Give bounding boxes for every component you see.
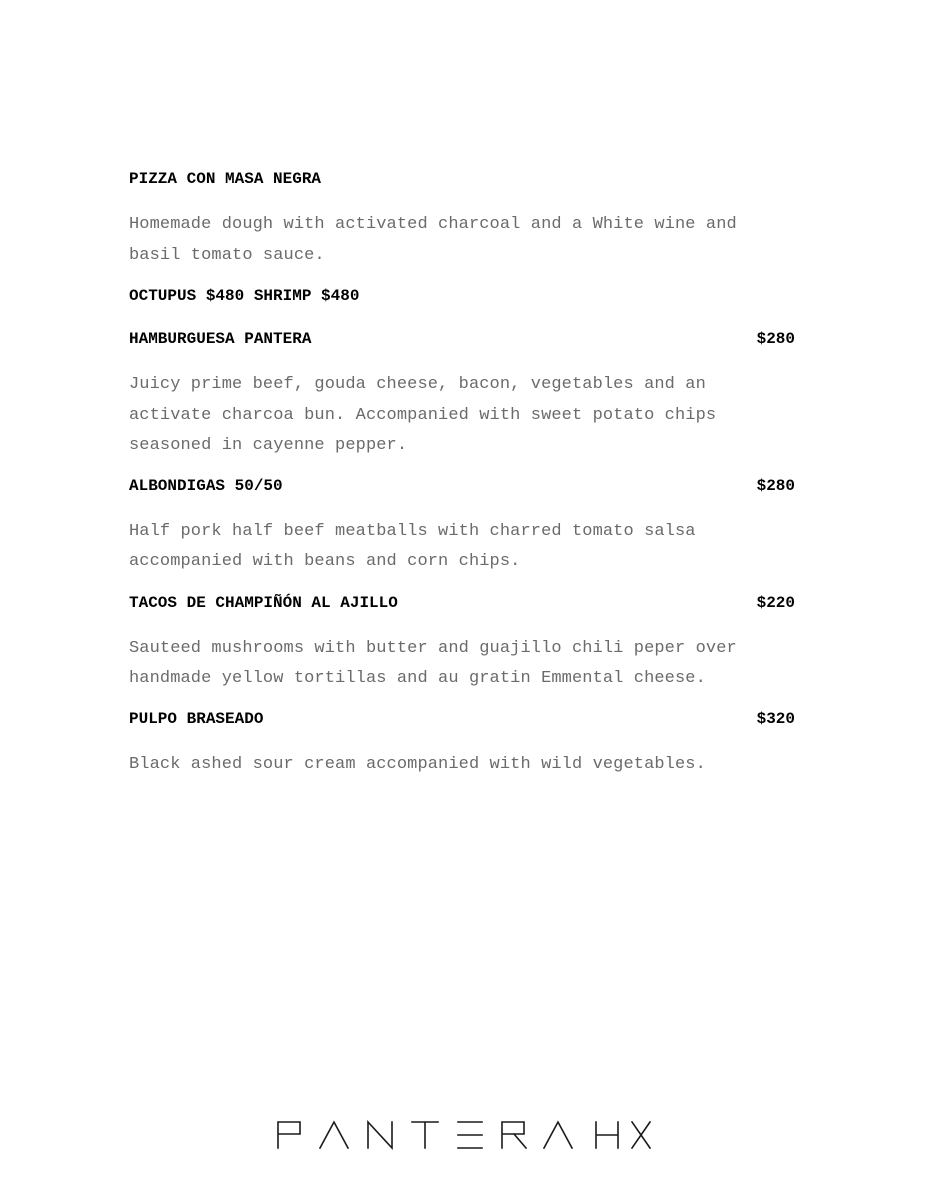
item-description: Half pork half beef meatballs with charred tomato salsa accompanied with beans and corn chips.: [129, 521, 696, 571]
item-name: ALBONDIGAS 50/50: [129, 476, 283, 495]
item-header: [129, 708, 795, 730]
menu-item: [129, 168, 795, 271]
menu-item: [129, 475, 795, 578]
item-description: Sauteed mushrooms with butter and guajillo chili peper over handmade yellow tortillas and au gratin Emmental cheese.: [129, 638, 737, 688]
item-description: Juicy prime beef, gouda cheese, bacon, vegetables and an activate charcoa bun. Accompanied with sweet potato chips seasoned in cayenne pepper.: [129, 375, 717, 455]
item-header: [129, 168, 795, 190]
item-price: $220: [756, 593, 795, 612]
item-description: Homemade dough with activated charcoal and a White wine and basil tomato sauce.: [129, 215, 737, 265]
item-header: [129, 328, 795, 350]
item-price: $280: [756, 476, 795, 495]
item-header: [129, 285, 795, 307]
menu-item: [129, 592, 795, 695]
item-name: OCTUPUS $480 SHRIMP $480: [129, 287, 360, 305]
item-description: Black ashed sour cream accompanied with wild vegetables.: [129, 754, 706, 774]
item-name: PULPO BRASEADO: [129, 709, 264, 728]
item-name: PIZZA CON MASA NEGRA: [129, 170, 322, 188]
brand-logo: [0, 1116, 927, 1157]
menu-item: [129, 328, 795, 462]
menu-item: [129, 285, 795, 307]
item-header: [129, 475, 795, 497]
item-price: $280: [756, 330, 795, 348]
item-name: TACOS DE CHAMPIÑÓN AL AJILLO: [129, 593, 398, 612]
menu-item: [129, 708, 795, 781]
item-name: HAMBURGUESA PANTERA: [129, 330, 312, 348]
brand-logo-wordmark: [274, 1116, 654, 1152]
item-header: [129, 592, 795, 614]
item-price: $320: [756, 709, 795, 728]
menu-list: [129, 168, 795, 780]
